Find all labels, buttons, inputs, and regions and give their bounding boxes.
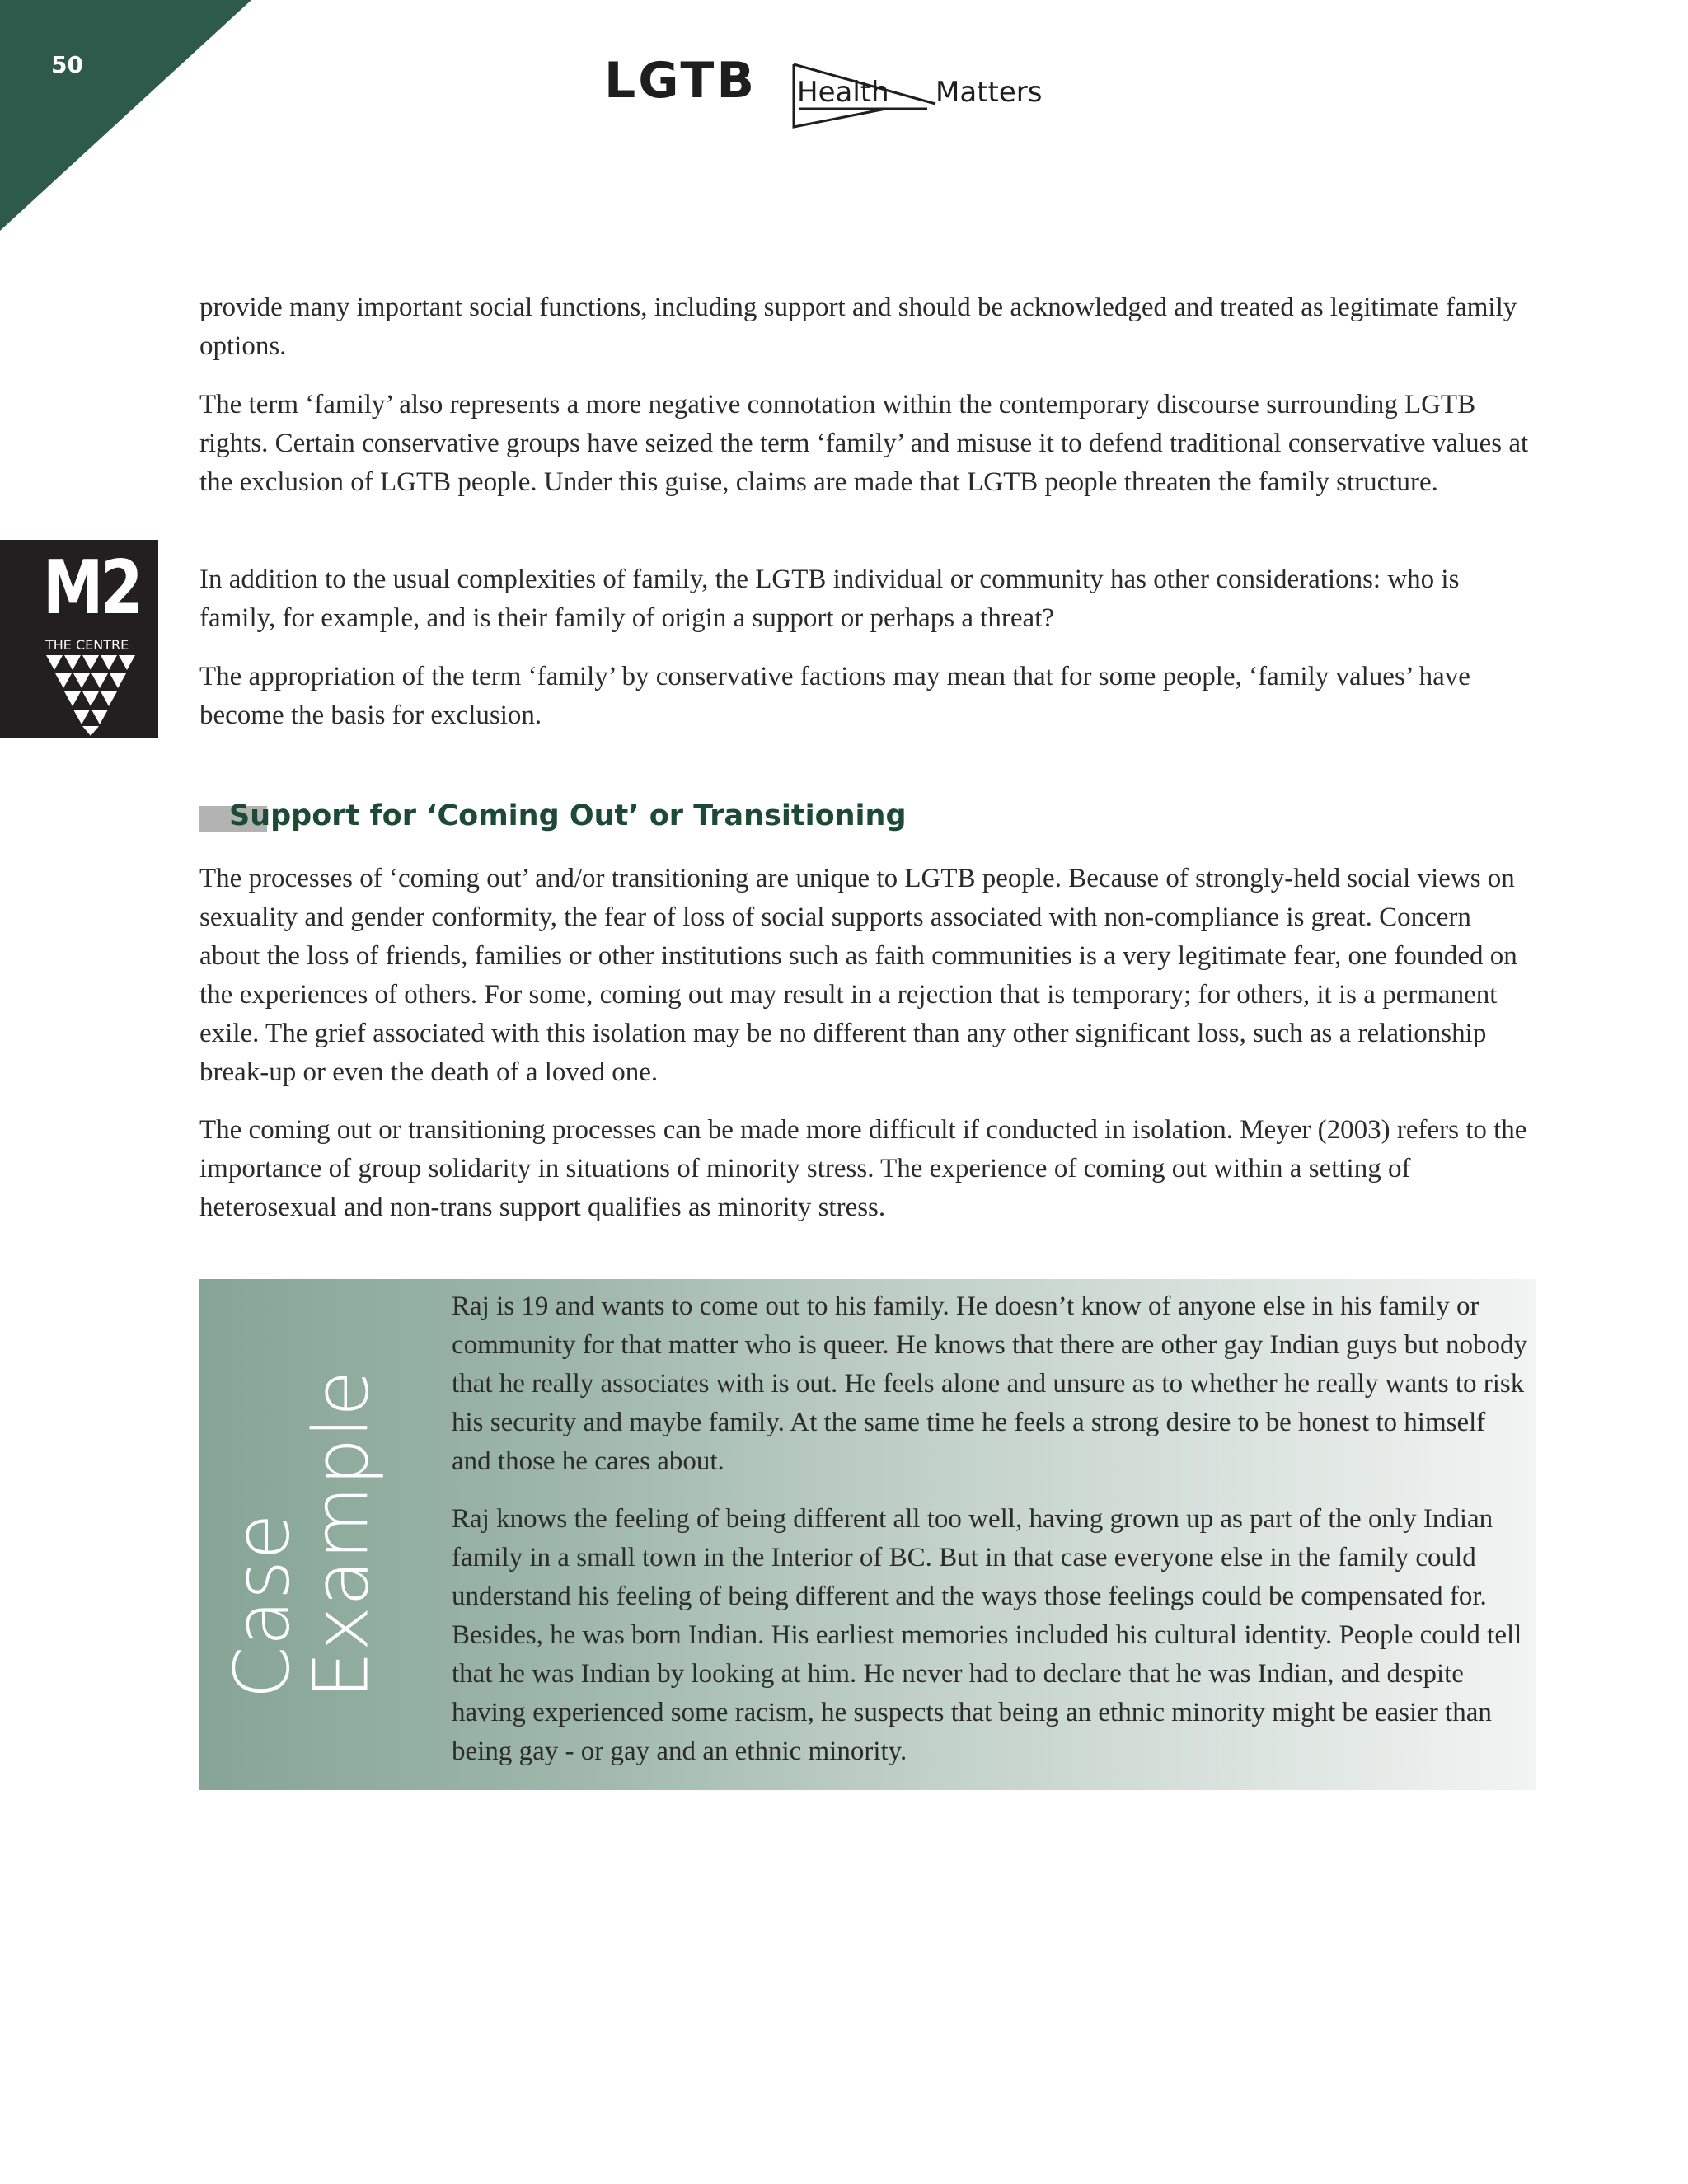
masthead-health: Health [797,76,889,109]
case-paragraph-2: Raj knows the feeling of being different all too well, having grown up as part of the only Indian family in a small town in the Interior of BC. But in that case everyone else in the family could understand his feeling of being different and the ways those feelings could be compensated for. Besides, he was born Indian. His earliest memories included his cultural identity. People could tell that he was Indian by looking at him. He never had to declare that he was Indian, and despite having experienced some racism, he suspects that being an ethnic minority might be easier than being gay - or gay and an ethnic minority. [452,1504,1522,1766]
case-example-box [199,1279,1536,1790]
masthead-logo [598,51,1092,134]
paragraph-appropriation: The appropriation of the term ‘family’ by conservative factions may mean that for some people, ‘family values’ have become the basis for exclusion. [199,662,1470,730]
page-number: 50 [51,51,83,78]
module-tab [0,540,158,738]
corner-triangle [0,0,251,231]
case-label-line2: Example [298,1370,387,1699]
paragraph-family-connotation: The term ‘family’ also represents a more negative connotation within the contemporary discourse surrounding LGTB rights. Certain conservative groups have seized the term ‘family’ and misuse it to defend traditional conservative values at the exclusion of LGTB people. Under this guise, claims are made that LGTB people threaten the family structure. [199,390,1529,497]
paragraph-isolation: The coming out or transitioning processes can be made more difficult if conducted in isolation. Meyer (2003) refers to the importance of group solidarity in situations of minority stress. The experience of coming out within a setting of heterosexual and non-trans support qualifies as minority stress. [199,1115,1527,1222]
module-code: M2 [43,545,141,631]
paragraph-family-functions: provide many important social functions, including support and should be acknowledged and treated as legitimate family options. [199,293,1517,361]
masthead-matters: Matters [935,76,1043,109]
case-paragraph-1: Raj is 19 and wants to come out to his family. He doesn’t know of anyone else in his family or community for that matter who is queer. He knows that there are other gay Indian guys but nobody that he really associates with is out. He feels alone and unsure as to whether he really wants to risk his security and maybe family. At the same time he feels a strong desire to be honest to himself and those he cares about. [452,1291,1528,1476]
paragraph-coming-out-processes: The processes of ‘coming out’ and/or transitioning are unique to LGTB people. Because of strongly-held social views on sexuality and gender conformity, the fear of loss of social supports associated with non-compliance is great. Concern about the loss of friends, families or other institutions such as faith communities is a very legitimate fear, one founded on the experiences of others. For some, coming out may result in a rejection that is temporary; for others, it is a permanent exile. The grief associated with this isolation may be no different than any other significant loss, such as a relationship break-up or even the death of a loved one. [199,864,1517,1087]
centre-triangle-logo [45,654,145,736]
section-heading: Support for ‘Coming Out’ or Transitioning [229,799,907,832]
masthead-logo-text: LGTB [604,52,757,110]
case-label-line1: Case [218,1513,307,1699]
centre-label: THE CENTRE [45,637,129,653]
case-example-label [208,1337,397,1732]
paragraph-complexities: In addition to the usual complexities of family, the LGTB individual or community has other considerations: who is family, for example, and is their family of origin a support or perhaps a threat? [199,565,1460,633]
